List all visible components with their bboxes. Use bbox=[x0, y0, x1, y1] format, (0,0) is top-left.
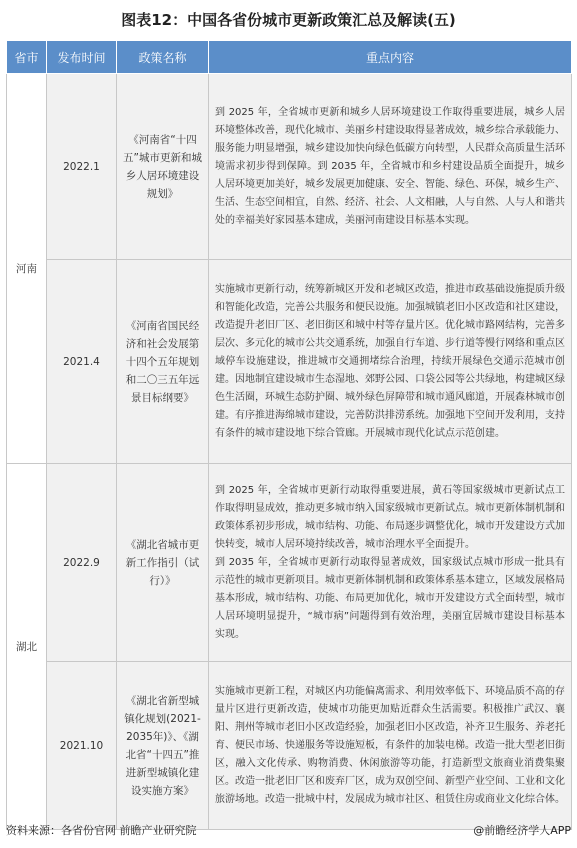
table-header-row bbox=[7, 41, 572, 74]
table-row bbox=[7, 464, 572, 662]
table-row bbox=[7, 260, 572, 464]
table-row bbox=[7, 74, 572, 260]
content-cell: 到 2025 年，全省城市更新和城乡人居环境建设工作取得重要进展，城乡人居环境整体改善，现代化城市、美丽乡村建设取得显著成效，城乡综合承载能力、服务能力明显增强，城乡建设加快向绿色低碳方向转型，人民群众高质量生活环境需求初步得到保障。到 2035 年，全省城市和乡村建设品质全面提升，城乡人居环境更加美好，城乡发展更加健康、安全、智能、绿色、环保，城乡生产、生活、生态空间相宜，自然、经济、社会、人文相融，人与自然、人与人和谐共处的幸福美好家园基本建成，美丽河南建设目标基本实现。 bbox=[209, 74, 572, 260]
header-policy: 政策名称 bbox=[117, 41, 209, 74]
date-cell: 2021.4 bbox=[47, 260, 117, 464]
footer bbox=[6, 818, 571, 840]
table-row bbox=[7, 662, 572, 830]
source-note: 资料来源：各省份官网 前瞻产业研究院 bbox=[6, 824, 197, 837]
content-cell: 到 2025 年，全省城市更新行动取得重要进展，黄石等国家级城市更新试点工作取得明显成效，推动更多城市纳入国家级城市更新试点。城市更新体制机制和政策体系初步形成，城市结构、功能、布局逐步调整优化，城市开发建设方式加快转变，城市人居环境持续改善，城市治理水平全面提升。 到 2035 年，全省城市更新行动取得显著成效，国家级试点城市形成一批具有示范性的城市更新项目。城市更新体制机制和政策体系基本建立，区域发展格局基本形成，城市结构、功能、布局更加优化，城市开发建设方式全面转型，城市人居环境明显提升，“城市病”问题得到有效治理，美丽宜居城市建设目标基本实现。 bbox=[209, 464, 572, 662]
header-date: 发布时间 bbox=[47, 41, 117, 74]
page-title: 图表12：中国各省份城市更新政策汇总及解读(五) bbox=[121, 11, 456, 29]
policy-name-cell: 《河南省“十四五”城市更新和城乡人居环境建设规划》 bbox=[117, 74, 209, 260]
policy-name-cell: 《河南省国民经济和社会发展第十四个五年规划和二〇三五年远景目标纲要》 bbox=[117, 260, 209, 464]
content-cell: 实施城市更新行动，统筹新城区开发和老城区改造，推进市政基础设施提质升级和智能化改造，完善公共服务和便民设施。加强城镇老旧小区改造和社区建设，改造提升老旧厂区、老旧街区和城中村等存量片区。优化城市路网结构，完善多层次、多元化的城市公共交通系统，加强自行车道、步行道等慢行网络和重点区域停车设施建设，推进城市交通拥堵综合治理，持续开展绿色交通示范城市创建。因地制宜建设城市生态湿地、郊野公园、口袋公园等公共绿地，构建城区绿色生活圈，环城生态防护圈、城外绿色屏障带和城市通风廊道，开展森林城市创建。有序推进海绵城市建设，完善防洪排涝系统。加强地下空间开发利用，支持有条件的城市建设地下综合管廊。开展城市现代化试点示范创建。 bbox=[209, 260, 572, 464]
date-cell: 2022.1 bbox=[47, 74, 117, 260]
header-province: 省市 bbox=[7, 41, 47, 74]
date-cell: 2021.10 bbox=[47, 662, 117, 830]
province-cell: 河南 bbox=[7, 74, 47, 464]
policy-name-cell: 《湖北省城市更新工作指引（试行）》 bbox=[117, 464, 209, 662]
date-cell: 2022.9 bbox=[47, 464, 117, 662]
province-cell: 湖北 bbox=[7, 464, 47, 830]
content-cell: 实施城市更新工程，对城区内功能偏离需求、利用效率低下、环境品质不高的存量片区进行更新改造，使城市功能更加贴近群众生活需要。积极推广武汉、襄阳、荆州等城市老旧小区改造经验，加强老旧小区改造，补齐卫生服务、养老托育、便民市场、快递服务等设施短板，有条件的加装电梯。改造一批大型老旧街区，融入文化传承、购物消费、休闲旅游等功能，打造新型文旅商业消费集聚区。改造一批老旧厂区和废弃厂区，成为双创空间、新型产业空间、工业和文化旅游场地。改造一批城中村，发展成为城市社区、租赁住房或商业文化综合体。 bbox=[209, 662, 572, 830]
policy-name-cell: 《湖北省新型城镇化规划(2021-2035年)》、《湖北省“十四五”推进新型城镇化建设实施方案》 bbox=[117, 662, 209, 830]
header-content: 重点内容 bbox=[209, 41, 572, 74]
policy-table bbox=[6, 40, 572, 830]
brand-credit: @前瞻经济学人APP bbox=[473, 824, 571, 837]
